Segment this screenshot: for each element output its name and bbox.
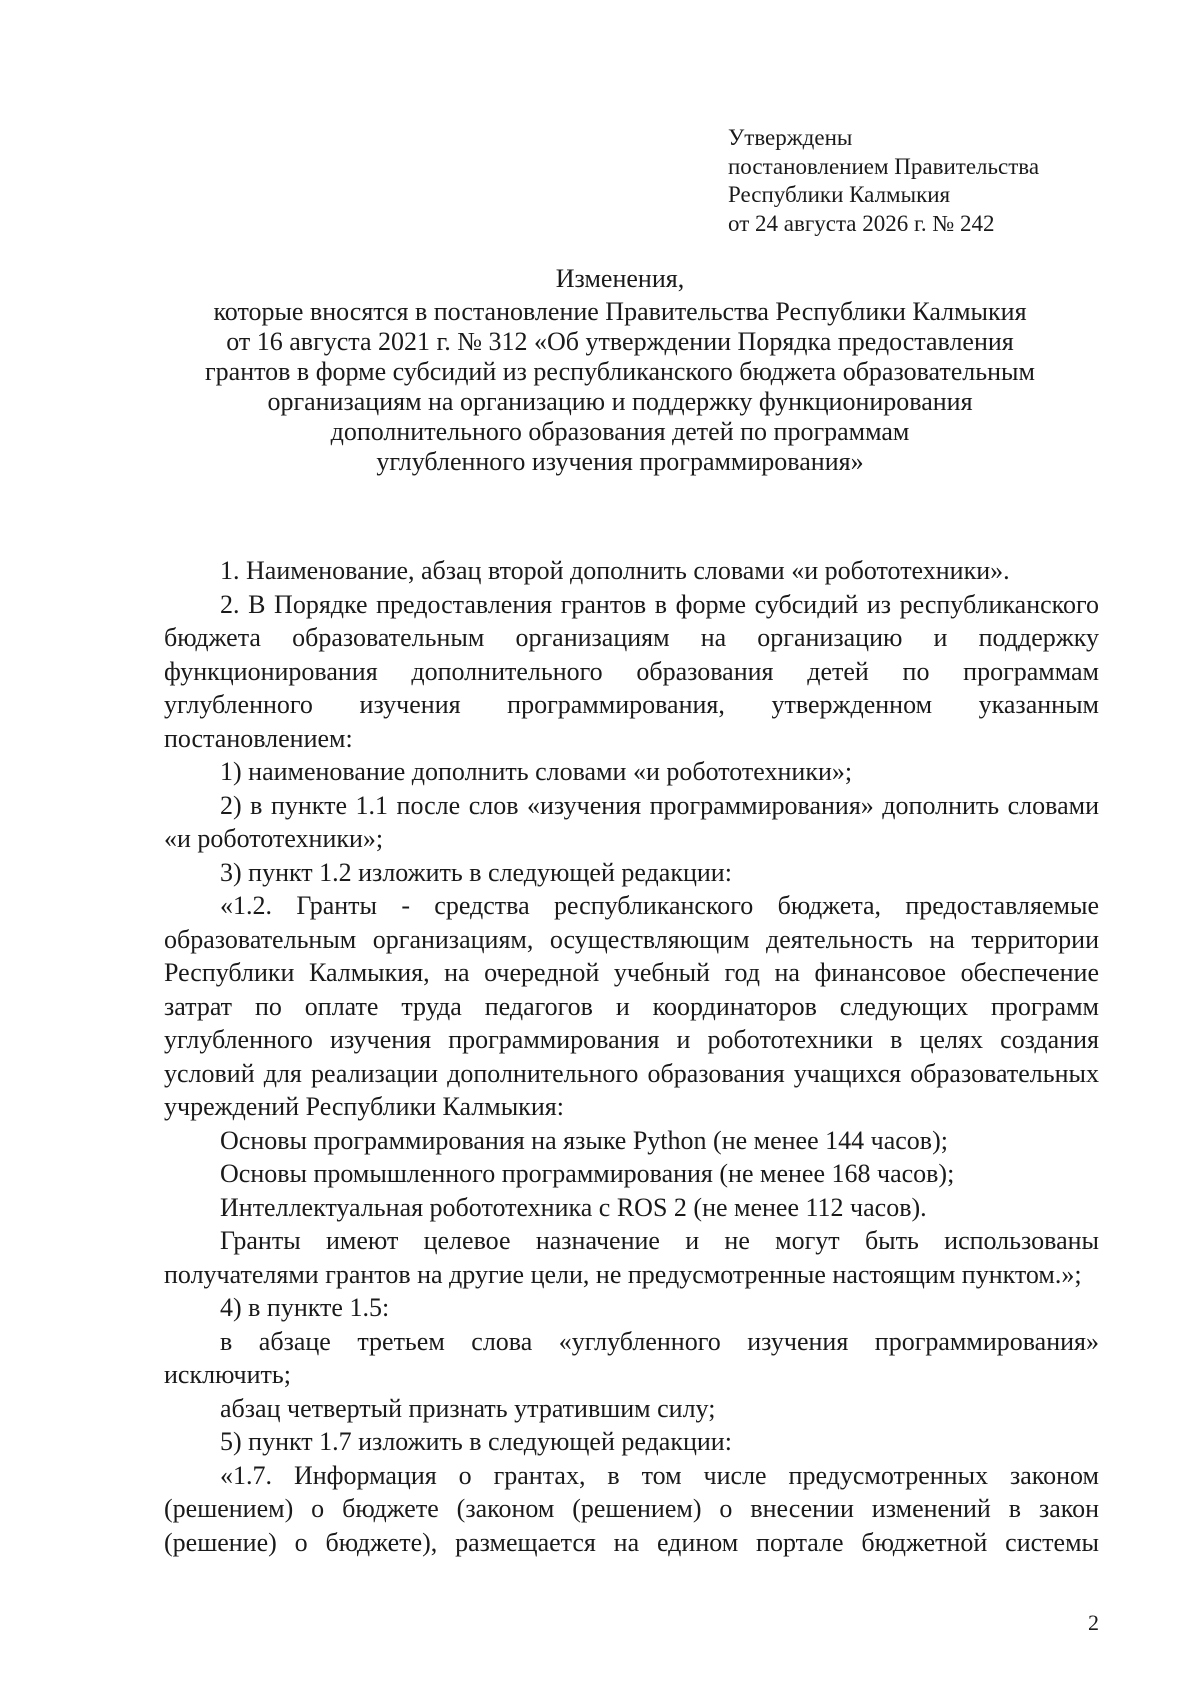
paragraph: «1.2. Гранты - средства республиканского бюджета, предоставляемые образовательным организациям, осуществляющим деятельность на территории Республики Калмыкия, на очередной учебный год на финансовое обеспечение затрат по оплате труда педагогов и координаторов следующих программ углубленного изучения программирования и робототехники в целях создания условий для реализации дополнительного образования учащихся образовательных учреждений Республики Калмыкия: bbox=[164, 891, 1099, 1121]
heading-subtitle-line: которые вносятся в постановление Правительства Республики Калмыкия bbox=[213, 297, 1027, 326]
approval-line: от 24 августа 2026 г. № 242 bbox=[728, 210, 995, 236]
document-body bbox=[164, 554, 1099, 1559]
approval-line: Утверждены bbox=[728, 125, 853, 150]
paragraph: 1) наименование дополнить словами «и робототехники»; bbox=[220, 757, 853, 786]
heading-subtitle-line: дополнительного образования детей по программам bbox=[330, 417, 910, 446]
paragraph: Основы промышленного программирования (не менее 168 часов); bbox=[220, 1159, 955, 1188]
paragraph: 5) пункт 1.7 изложить в следующей редакции: bbox=[220, 1427, 732, 1456]
heading-subtitle-line: грантов в форме субсидий из республиканского бюджета образовательным bbox=[205, 357, 1035, 386]
approval-block bbox=[728, 124, 1148, 238]
paragraph: 1. Наименование, абзац второй дополнить словами «и робототехники». bbox=[220, 556, 1010, 585]
paragraph: Интеллектуальная робототехника с ROS 2 (не менее 112 часов). bbox=[220, 1192, 927, 1222]
page-number: 2 bbox=[1088, 1610, 1099, 1635]
paragraph: «1.7. Информация о грантах, в том числе предусмотренных законом (решением) о бюджете (законом (решением) о внесении изменений в закон (решение) о бюджете), размещается на едином портале бюджетной системы bbox=[164, 1460, 1099, 1557]
approval-line: постановлением Правительства bbox=[728, 153, 1040, 179]
document-heading bbox=[140, 264, 1100, 477]
heading-subtitle-line: от 16 августа 2021 г. № 312 «Об утверждении Порядка предоставления bbox=[226, 327, 1014, 356]
paragraph: 3) пункт 1.2 изложить в следующей редакции: bbox=[220, 857, 732, 887]
paragraph: Гранты имеют целевое назначение и не могут быть использованы получателями грантов на другие цели, не предусмотренные настоящим пунктом.»; bbox=[164, 1226, 1099, 1289]
paragraph: Основы программирования на языке Python (не менее 144 часов); bbox=[220, 1125, 948, 1155]
paragraph: в абзаце третьем слова «углубленного изучения программирования» исключить; bbox=[164, 1326, 1099, 1389]
paragraph: 2. В Порядке предоставления грантов в форме субсидий из республиканского бюджета образовательным организациям на организацию и поддержку функционирования дополнительного образования детей по программам углубленного изучения программирования, утвержденном указанным постановлением: bbox=[164, 589, 1099, 753]
heading-subtitle-line: углубленного изучения программирования» bbox=[376, 447, 864, 476]
heading-title: Изменения, bbox=[555, 264, 685, 293]
approval-line: Республики Калмыкия bbox=[728, 182, 951, 207]
heading-subtitle-line: организациям на организацию и поддержку функционирования bbox=[267, 387, 973, 416]
paragraph: 4) в пункте 1.5: bbox=[220, 1293, 390, 1322]
paragraph: абзац четвертый признать утратившим силу; bbox=[220, 1393, 716, 1423]
paragraph: 2) в пункте 1.1 после слов «изучения программирования» дополнить словами «и робототехники»; bbox=[164, 790, 1099, 853]
